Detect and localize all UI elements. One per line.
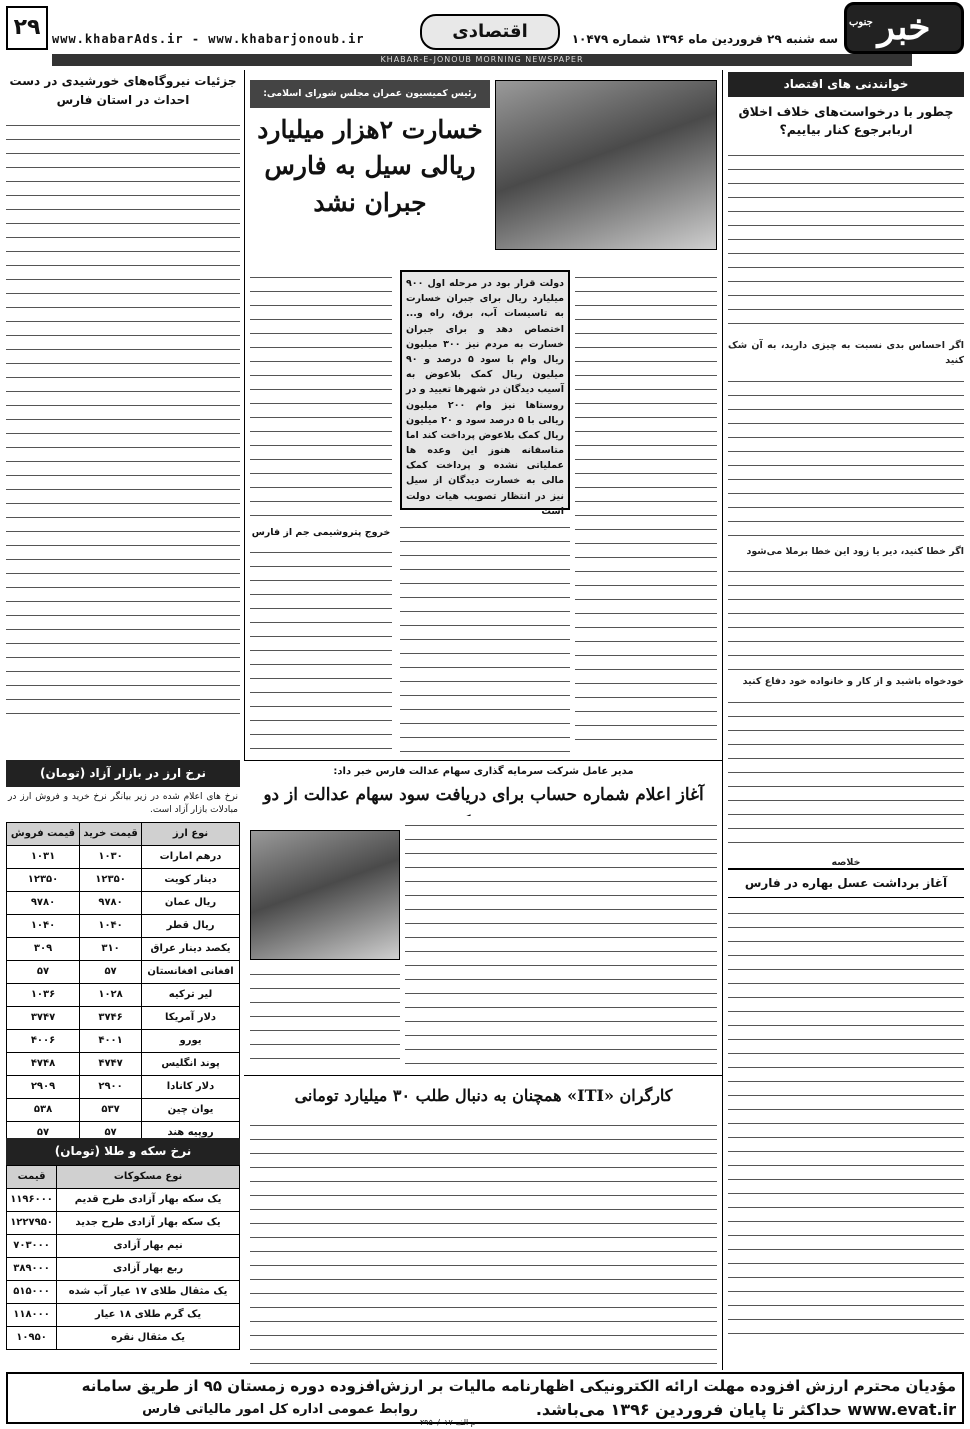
currency-table (6, 822, 240, 1145)
table-row (7, 1280, 240, 1303)
table-row (7, 1098, 240, 1121)
edalat-body-2 (250, 965, 400, 1065)
honey-article (728, 868, 964, 1368)
table-cell: یورو (142, 1029, 240, 1052)
table-row (7, 1326, 240, 1349)
readers-tag: خوانندنی های اقتصاد (728, 72, 964, 97)
col-header: قیمت (7, 1165, 57, 1188)
table-cell: ۳۰۹ (7, 937, 80, 960)
iti-headline: کارگران «ITI» همچنان به دنبال طلب ۳۰ میلیارد تومانی (294, 1086, 673, 1105)
ad-line2: www.evat.ir حداکثر تا پایان فروردین ۱۳۹۶ می‌باشد. (535, 1400, 956, 1419)
table-cell: ۴۷۴۷ (80, 1052, 142, 1075)
table-row (7, 914, 240, 937)
divider (244, 70, 245, 760)
page-number: ۲۹ (6, 6, 48, 50)
table-row (7, 891, 240, 914)
table-cell: ۱۱۸۰۰۰ (7, 1303, 57, 1326)
col-header: قیمت فروش (7, 822, 80, 845)
solar-body (6, 116, 240, 716)
table-row (7, 937, 240, 960)
table-cell: لیر ترکیه (142, 983, 240, 1006)
table-row (7, 845, 240, 868)
table-cell: ۳۱۰ (80, 937, 142, 960)
lead-kicker: رئیس کمیسیون عمران مجلس شورای اسلامی: (250, 80, 490, 108)
table-row (7, 1234, 240, 1257)
table-row (7, 1257, 240, 1280)
divider (244, 760, 722, 761)
currency-intro: نرخ های اعلام شده در زیر بیانگر نرخ خرید و فروش ارز در مبادلات بازار آزاد است. (8, 791, 238, 816)
table-cell: ۳۷۴۷ (7, 1006, 80, 1029)
table-cell: ۱۱۹۶۰۰۰ (7, 1188, 57, 1211)
newspaper-logo (844, 2, 964, 54)
currency-box (6, 760, 240, 1139)
table-cell: ۱۰۲۸ (80, 983, 142, 1006)
lead-body (250, 268, 717, 758)
table-row (7, 1211, 240, 1234)
readers-sub1: اگر احساس بدی نسبت به چیزی دارید، به آن شک کنید (728, 340, 964, 366)
table-cell: ۹۷۸۰ (80, 891, 142, 914)
websites: www.khabarAds.ir - www.khabarjonoub.ir (52, 32, 365, 46)
table-cell: ربع بهار آزادی (57, 1257, 240, 1280)
table-cell: ۵۱۵۰۰۰ (7, 1280, 57, 1303)
readers-sub2: اگر خطا کنید، دیر یا زود این خطا برملا می‌شود (746, 545, 964, 557)
table-cell: ۱۰۴۰ (80, 914, 142, 937)
lead-pullquote: دولت قرار بود در مرحله اول ۹۰۰ میلیارد ریال برای جبران خسارت به تاسیسات آب، برق، راه و... اختصاص دهد و برای جبران خسارت به مردم نیز ۳۰۰ میلیون ریال وام با سود ۵ درصد و ۹۰ میلیون ریال کمک بلاعوض به آسیب دیدگان در شهرها تعیید و در روستاها نیز وام ۲۰۰ میلیون ریالی با ۵ درصد سود و ۲۰ میلیون ریال کمک بلاعوض پرداخت کند اما متاسفانه هنوز این وعده ها عملیاتی نشده و پرداخت کمک مالی به خسارت دیدگان از سیل نیز در انتظار تصویب هیات دولت است (400, 270, 570, 510)
divider (244, 1075, 722, 1076)
honey-title: آغاز برداشت عسل بهاره در فارس (728, 868, 964, 898)
solar-article (6, 72, 240, 727)
table-cell: ۵۷ (7, 960, 80, 983)
table-cell: دلار آمریکا (142, 1006, 240, 1029)
masthead (0, 0, 970, 70)
lead-headline: خسارت ۲هزار میلیارد ریالی سیل به فارس جبران نشد (257, 115, 483, 217)
table-cell: ۲۹۰۰ (80, 1075, 142, 1098)
table-row (7, 1052, 240, 1075)
table-row (7, 960, 240, 983)
table-cell: دلار کانادا (142, 1075, 240, 1098)
table-cell: افغانی افغانستان (142, 960, 240, 983)
lead-text-col4 (250, 543, 392, 753)
table-row (7, 1029, 240, 1052)
edalat-headline: آغاز اعلام شماره حساب برای دریافت سود سهام عدالت از دو (263, 785, 704, 805)
table-cell: دینار کویت (142, 868, 240, 891)
table-cell: ۴۰۰۶ (7, 1029, 80, 1052)
table-cell: درهم امارات (142, 845, 240, 868)
honey-body (728, 904, 964, 1334)
edalat-photo (250, 830, 400, 960)
solar-title: جزئیات نیروگاه‌های خورشیدی در دست احداث در استان فارس (9, 74, 237, 108)
ad-sign: روابط عمومی اداره کل امور مالیاتی فارس (142, 1402, 418, 1417)
table-cell: ۱۰۹۵۰ (7, 1326, 57, 1349)
table-cell: ۵۷ (7, 1121, 80, 1144)
lead-photo (495, 80, 717, 250)
table-cell: یک سکه بهار آزادی طرح قدیم (57, 1188, 240, 1211)
lead-text-col2 (400, 518, 570, 753)
logo-text: خبر (877, 6, 931, 48)
dateline: سه شنبه ۲۹ فروردین ماه ۱۳۹۶ شماره ۱۰۴۷۹ (571, 32, 838, 46)
table-cell: پوند انگلیس (142, 1052, 240, 1075)
table-cell: ۷۰۳۰۰۰ (7, 1234, 57, 1257)
table-cell: ۱۲۳۵۰ (7, 868, 80, 891)
coins-title: نرخ سکه و طلا (تومان) (6, 1138, 240, 1165)
ad-line1: مؤدیان محترم ارزش افزوده مهلت ارائه الکترونیکی اظهارنامه مالیات بر ارزش‌افزوده دوره زمستان ۹۵ از طریق سامانه (81, 1377, 956, 1395)
table-cell: ۱۲۲۷۹۵۰ (7, 1211, 57, 1234)
readers-body (728, 146, 964, 871)
logo-small: جنوب (849, 17, 873, 28)
table-cell: یک مثقال نقره (57, 1326, 240, 1349)
table-cell: روپیه هند (142, 1121, 240, 1144)
table-cell: ۵۷ (80, 960, 142, 983)
table-cell: یک سکه بهار آزادی طرح جدید (57, 1211, 240, 1234)
table-cell: ریال عمان (142, 891, 240, 914)
table-cell: یوان چین (142, 1098, 240, 1121)
header-strip: KHABAR-E-JONOUB MORNING NEWSPAPER (52, 54, 912, 66)
ad-code: م الف ۲۹۵۰/۰۱۷ (420, 1418, 476, 1427)
lead-sub1: خروج پتروشیمی جم از فارس (251, 527, 391, 538)
table-cell: ۴۰۰۱ (80, 1029, 142, 1052)
col-header: نوع مسکوکات (57, 1165, 240, 1188)
readers-column (728, 72, 964, 868)
col-header: نوع ارز (142, 822, 240, 845)
readers-title: چطور با درخواست‌های خلاف اخلاق اربابرجوع کنار بیاییم؟ (738, 103, 954, 138)
table-cell: نیم بهار آزادی (57, 1234, 240, 1257)
table-cell: ۴۷۴۸ (7, 1052, 80, 1075)
table-row (7, 1188, 240, 1211)
table-cell: ۱۲۳۵۰ (80, 868, 142, 891)
table-cell: ۱۰۳۶ (7, 983, 80, 1006)
table-row (7, 1075, 240, 1098)
col-header: قیمت خرید (80, 822, 142, 845)
coins-table (6, 1165, 240, 1350)
table-row (7, 1303, 240, 1326)
currency-title: نرخ ارز در بازار آزاد (تومان) (6, 760, 240, 787)
table-row (7, 1006, 240, 1029)
table-cell: ۲۹۰۹ (7, 1075, 80, 1098)
table-cell: ریال قطر (142, 914, 240, 937)
table-cell: ۵۳۸ (7, 1098, 80, 1121)
iti-body (250, 1116, 717, 1366)
edalat-kicker: مدیر عامل شرکت سرمایه گذاری سهام عدالت فارس خبر داد: (333, 766, 634, 777)
table-cell: یکصد دینار عراق (142, 937, 240, 960)
lead-text-col1 (575, 268, 717, 753)
table-cell: ۵۷ (80, 1121, 142, 1144)
table-row (7, 868, 240, 891)
table-cell: یک مثقال طلای ۱۷ عیار آب شده (57, 1280, 240, 1303)
readers-sub3: خودخواه باشید و از کار و خانواده خود دفاع کنید (742, 676, 964, 688)
table-cell: ۱۰۴۰ (7, 914, 80, 937)
lead-text-col3 (250, 268, 392, 518)
readers-sub4: خلاصه (831, 856, 861, 868)
table-cell: ۳۷۴۶ (80, 1006, 142, 1029)
edalat-body (405, 816, 717, 1066)
tax-advertisement (6, 1372, 964, 1424)
table-cell: ۱۰۳۰ (80, 845, 142, 868)
divider (722, 70, 723, 1370)
table-cell: ۱۰۳۱ (7, 845, 80, 868)
table-cell: ۹۷۸۰ (7, 891, 80, 914)
coins-box (6, 1138, 240, 1368)
table-cell: یک گرم طلای ۱۸ عیار (57, 1303, 240, 1326)
table-row (7, 983, 240, 1006)
table-cell: ۳۸۹۰۰۰ (7, 1257, 57, 1280)
table-cell: ۵۳۷ (80, 1098, 142, 1121)
section-title: اقتصادی (420, 14, 560, 50)
